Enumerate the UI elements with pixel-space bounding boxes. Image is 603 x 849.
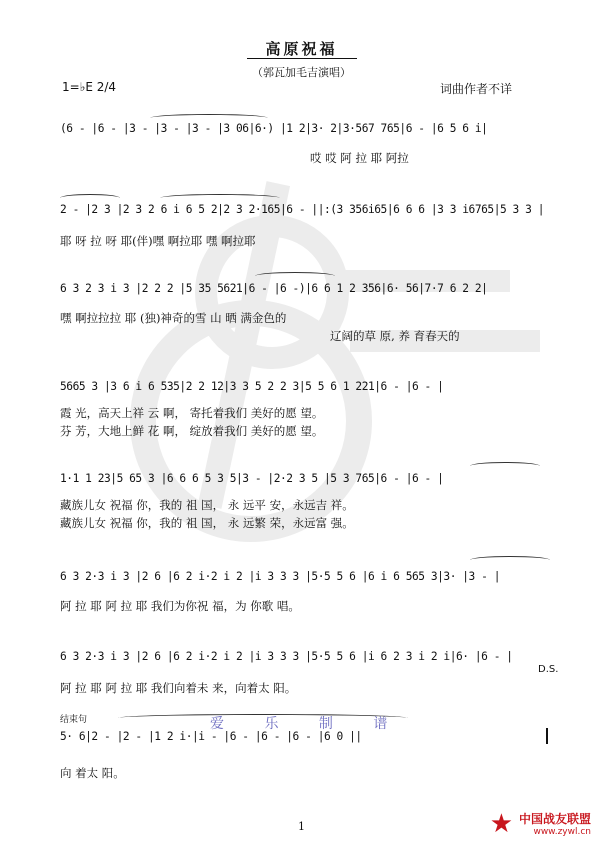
notation-row-5: 1·1 1 23|5 65 3 |6 6 6 5 3 5|3 - |2·2 3 5 |5 3 765|6 - |6 - | [60, 472, 444, 485]
notation-row-3: 6 3 2 3 i 3 |2 2 2 |5 35 5621|6 - |6 -)|6 6 1 2 356|6· 56|7·7 6 2 2| [60, 282, 488, 295]
lyrics-row-3b: 辽阔的草 原, 养 育春天的 [330, 329, 460, 343]
lyrics-row-6: 阿 拉 耶 阿 拉 耶 我们为你祝 福，为 你歌 唱。 [60, 599, 300, 613]
title-underline [247, 58, 357, 59]
lyrics-row-5b: 藏族儿女 祝福 你，我的 祖 国， 永 远繁 荣，永远富 强。 [60, 516, 354, 530]
key-signature: 1=♭E 2/4 [62, 80, 117, 94]
slur-3 [160, 194, 280, 202]
notation-row-8: 5· 6|2 - |2 - |1 2 i·|i - |6 - |6 - |6 - |6 0 || [60, 730, 362, 743]
song-title: 高原祝福 [265, 40, 338, 58]
ds-marker: D.S. [538, 664, 559, 675]
lyrics-row-3a: 嘿 啊拉拉拉 耶 (独)神奇的雪 山 晒 满金色的 [60, 311, 287, 325]
slur-4 [255, 272, 335, 280]
logo-name: 中国战友联盟 [518, 812, 591, 826]
lyrics-row-8: 向 着太 阳。 [60, 766, 125, 780]
notation-row-4: 5665 3 |3 6 i 6 535|2 2 12|3 3 5 2 2 3|5 5 6 1 221|6 - |6 - | [60, 380, 444, 393]
site-logo[interactable] [519, 810, 591, 837]
final-barline [546, 728, 548, 744]
notation-row-2: 2 - |2 3 |2 3 2 6 i 6 5 2|2 3 2·165|6 - ||:(3 356i65|6 6 6 |3 3 i6765|5 3 3 | [60, 203, 544, 216]
song-subtitle: （郭瓦加毛吉演唱） [252, 66, 351, 79]
page-number: 1 [298, 820, 305, 833]
slur-2 [60, 194, 120, 202]
notation-row-1: (6 - |6 - |3 - |3 - |3 - |3 06|6·) |1 2|3· 2|3·567 765|6 - |6 5 6 i| [60, 122, 488, 135]
slur-5 [470, 462, 540, 470]
lyrics-row-4b: 芬 芳，大地上鲜 花 啊， 绽放着我们 美好的愿 望。 [60, 424, 324, 438]
composer-note: 词曲作者不详 [440, 82, 513, 96]
lyrics-row-1: 哎 哎 阿 拉 耶 阿拉 [310, 151, 409, 165]
notation-row-7: 6 3 2·3 i 3 |2 6 |6 2 i·2 i 2 |i 3 3 3 |5·5 5 6 |i 6 2 3 i 2 i|6· |6 - | [60, 650, 513, 663]
star-logo-icon: ★ [489, 809, 513, 839]
lyrics-row-5a: 藏族儿女 祝福 你，我的 祖 国， 永 远平 安，永远吉 祥。 [60, 498, 354, 512]
slur-6 [470, 556, 550, 564]
notation-row-6: 6 3 2·3 i 3 |2 6 |6 2 i·2 i 2 |i 3 3 3 |5·5 5 6 |6 i 6 565 3|3· |3 - | [60, 570, 500, 583]
logo-url: www.zywl.cn [533, 827, 591, 837]
lyrics-row-4a: 霞 光，高天上祥 云 啊， 寄托着我们 美好的愿 望。 [60, 406, 324, 420]
watermark-text: 爱 乐 制 谱 [210, 716, 406, 732]
ending-slur [118, 714, 408, 722]
lyrics-row-7: 阿 拉 耶 阿 拉 耶 我们向着未 来，向着太 阳。 [60, 681, 297, 695]
ending-label: 结束句 [60, 715, 88, 725]
lyrics-row-2: 耶 呀 拉 呀 耶(伴)嘿 啊拉耶 嘿 啊拉耶 [60, 234, 256, 248]
slur-1 [150, 114, 268, 122]
